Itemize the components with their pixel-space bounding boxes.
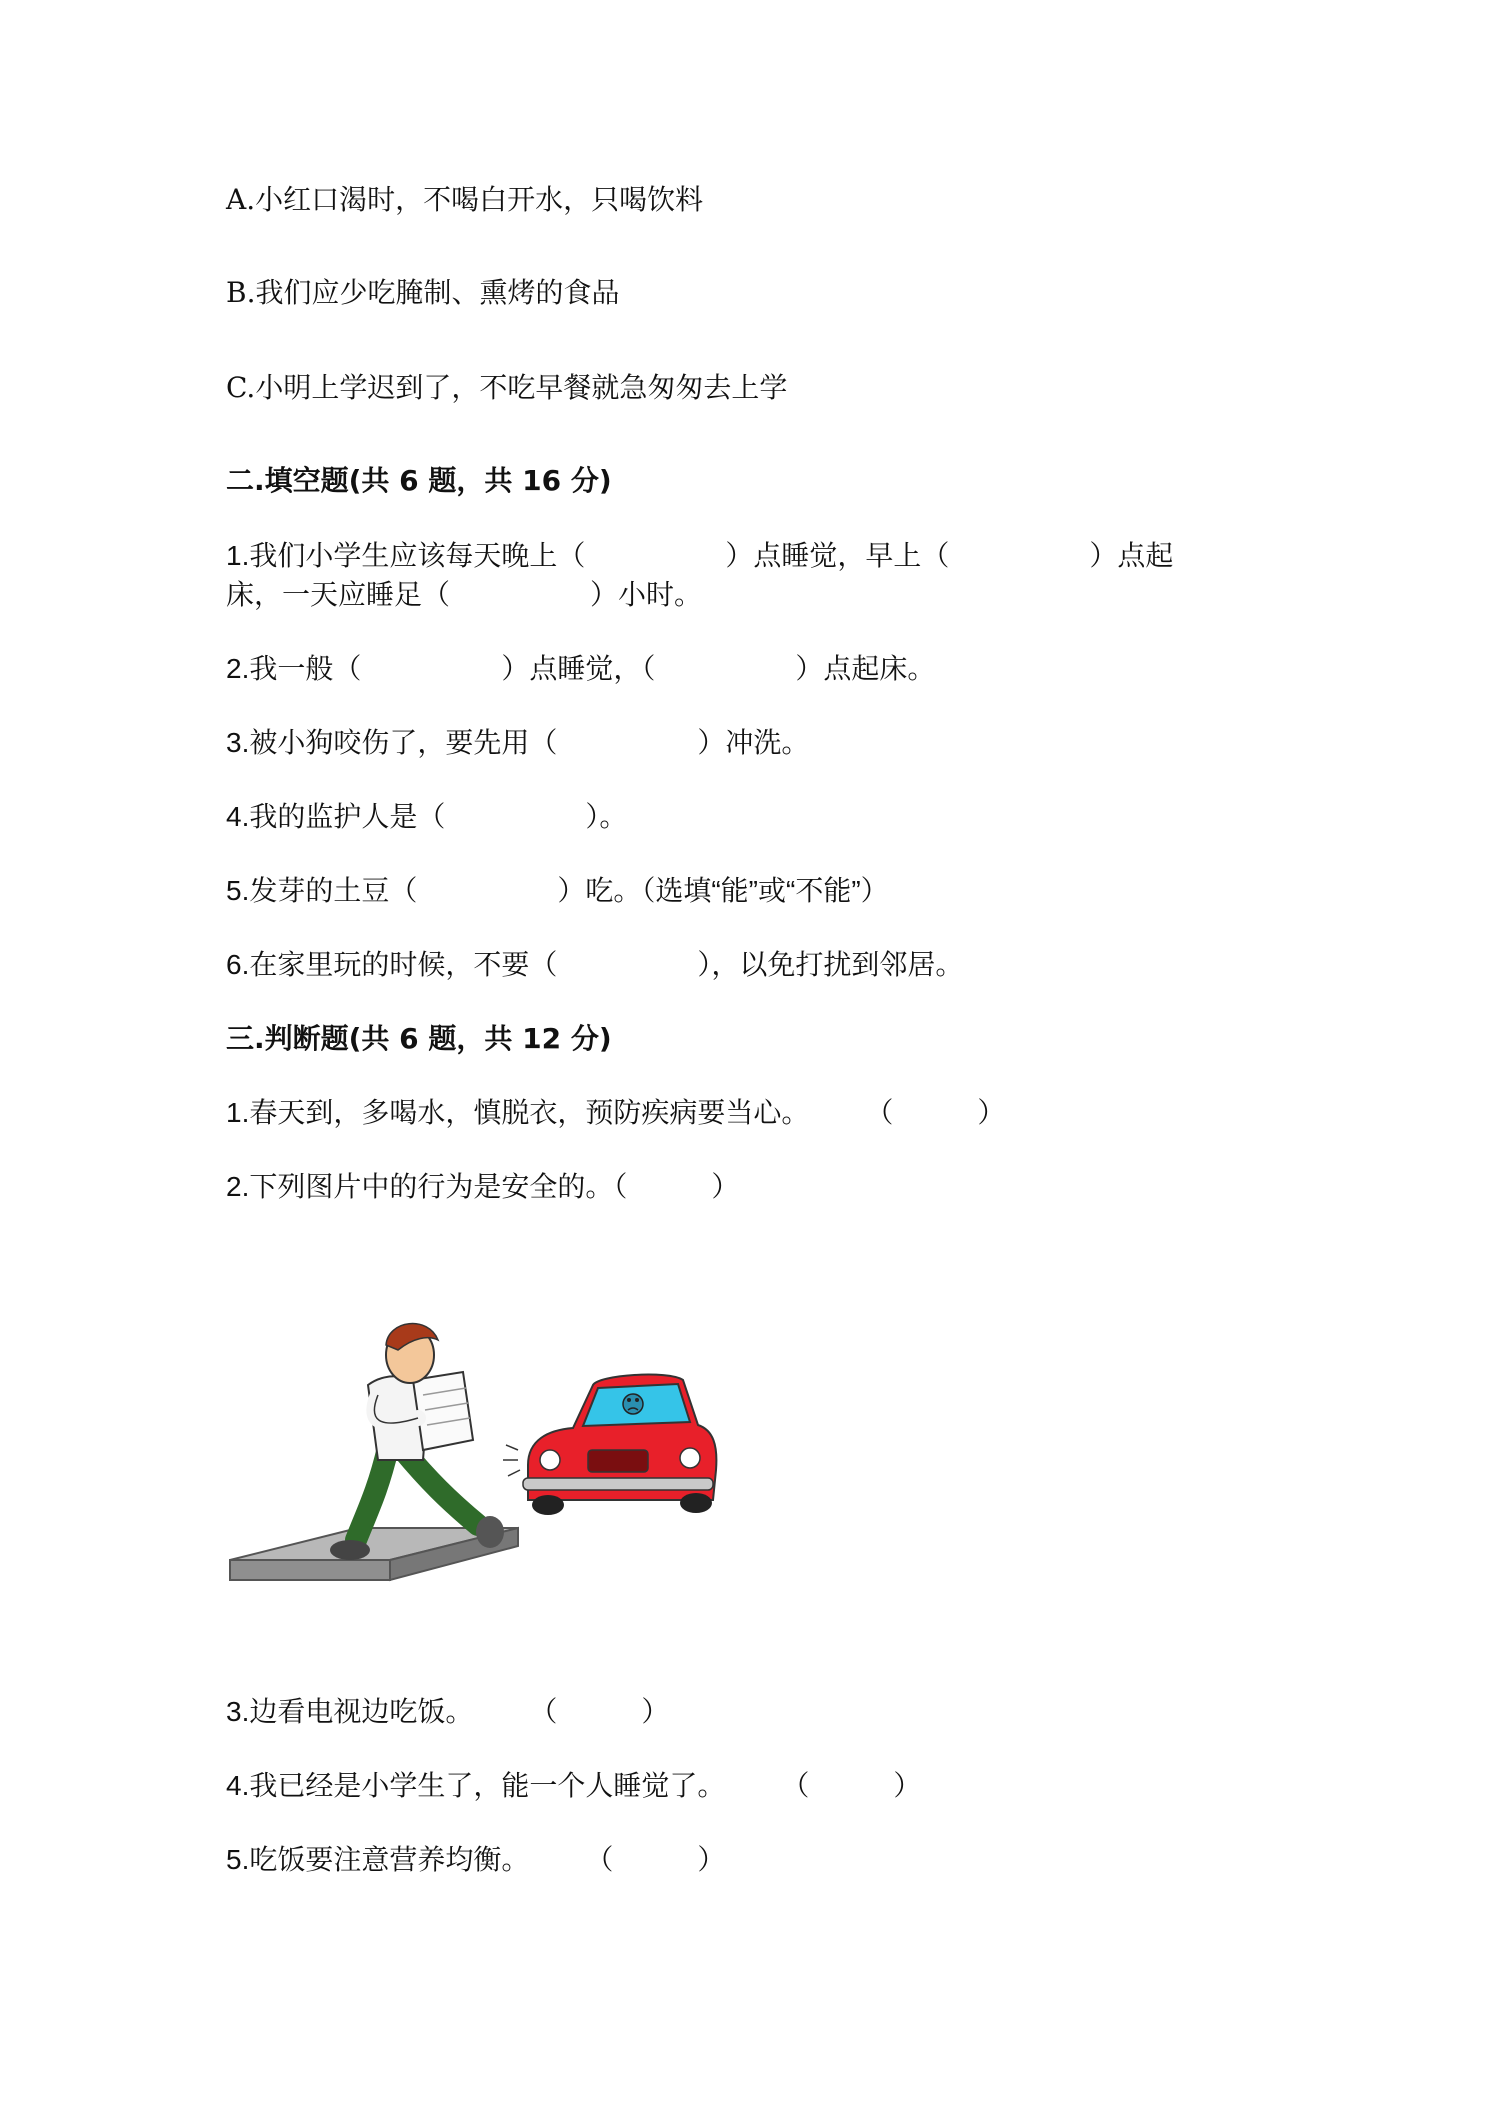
option-b: B.我们应少吃腌制、熏烤的食品 xyxy=(226,276,620,309)
man-reading-crossing-road-car-illustration xyxy=(228,1300,718,1600)
judge-item-5: 5.吃饭要注意营养均衡。 （ ） xyxy=(226,1844,726,1875)
fill-item-6: 6.在家里玩的时候，不要（ ），以免打扰到邻居。 xyxy=(226,949,964,980)
fill-item-1-line1: 1.我们小学生应该每天晚上（ ）点睡觉，早上（ ）点起 xyxy=(226,540,1174,571)
option-a: A.小红口渴时，不喝白开水，只喝饮料 xyxy=(226,183,704,216)
fill-item-3: 3.被小狗咬伤了，要先用（ ）冲洗。 xyxy=(226,727,810,758)
judge-item-4: 4.我已经是小学生了，能一个人睡觉了。 （ ） xyxy=(226,1770,922,1801)
judge-item-1: 1.春天到，多喝水，慎脱衣，预防疾病要当心。 （ ） xyxy=(226,1097,1006,1128)
fill-item-2: 2.我一般（ ）点睡觉，（ ）点起床。 xyxy=(226,653,936,684)
fill-item-1-line2: 床，一天应睡足（ ）小时。 xyxy=(226,579,703,610)
section-fill-in-title: 二.填空题(共 6 题，共 16 分) xyxy=(226,464,612,497)
judge-item-2: 2.下列图片中的行为是安全的。（ ） xyxy=(226,1171,740,1202)
section-true-false-title: 三.判断题(共 6 题，共 12 分) xyxy=(226,1022,612,1055)
option-c: C.小明上学迟到了，不吃早餐就急匆匆去上学 xyxy=(226,371,788,404)
fill-item-5: 5.发芽的土豆（ ）吃。（选填“能”或“不能”） xyxy=(226,875,889,906)
judge-item-3: 3.边看电视边吃饭。 （ ） xyxy=(226,1696,670,1727)
fill-item-4: 4.我的监护人是（ ）。 xyxy=(226,801,628,832)
